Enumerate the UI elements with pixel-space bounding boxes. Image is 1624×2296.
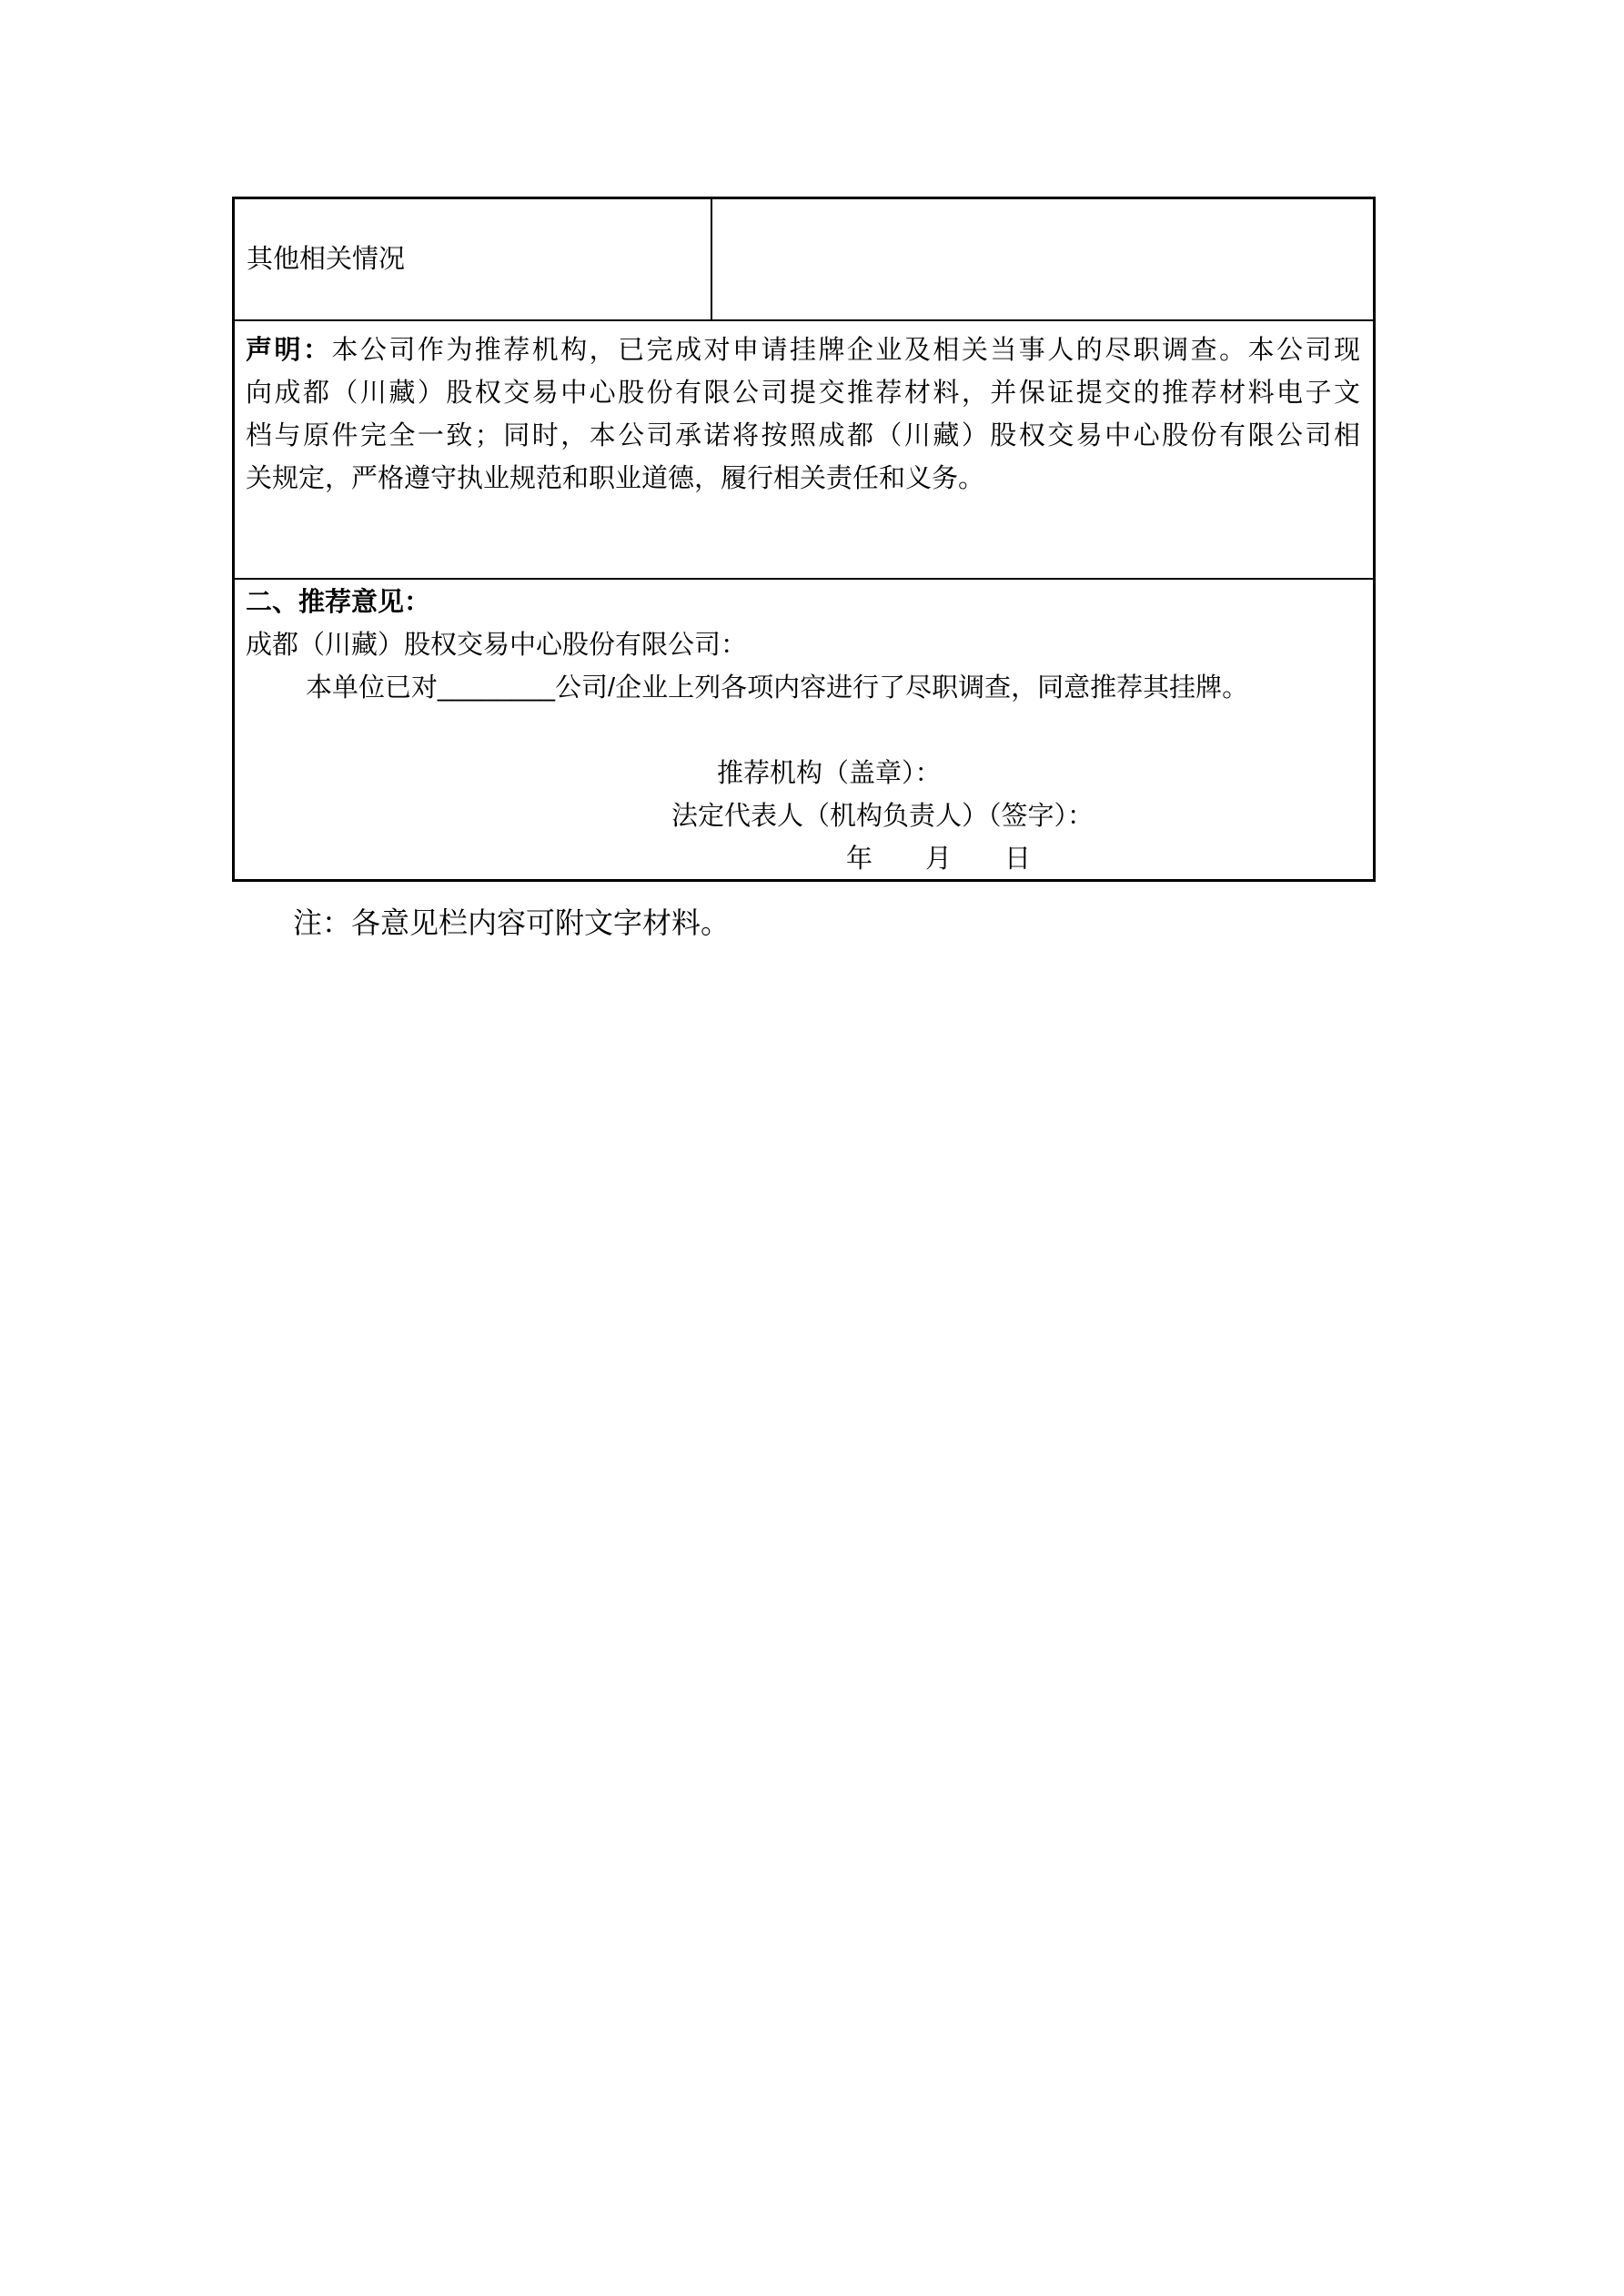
opinion-body: 本单位已对________公司/企业上列各项内容进行了尽职调查，同意推荐其挂牌。 — [306, 673, 1249, 703]
declaration-line: 档与原件完全一致；同时，本公司承诺将按照成都（川藏）股权交易中心股份有限公司相 — [246, 421, 1360, 450]
declaration-cell — [235, 321, 1373, 580]
signature-org-seal-line: 推荐机构（盖章）： — [717, 759, 942, 788]
other-info-label: 其他相关情况 — [247, 244, 406, 274]
recommendation-opinion-cell — [235, 580, 1373, 879]
declaration-line: 关规定，严格遵守执业规范和职业道德，履行相关责任和义务。 — [246, 464, 985, 493]
signature-legal-rep-line: 法定代表人（机构负责人）（签字）： — [671, 802, 1094, 831]
other-info-row — [235, 199, 1373, 321]
declaration-line-text: 本公司作为推荐机构，已完成对申请挂牌企业及相关当事人的尽职调查。本公司现 — [331, 336, 1360, 365]
opinion-addressee: 成都（川藏）股权交易中心股份有限公司： — [246, 631, 748, 660]
other-info-value-cell — [712, 199, 1373, 319]
declaration-line: 向成都（川藏）股权交易中心股份有限公司提交推荐材料，并保证提交的推荐材料电子文 — [246, 379, 1360, 408]
review-table — [232, 197, 1376, 882]
declaration-label: 声明： — [246, 336, 332, 365]
opinion-heading: 二、推荐意见： — [246, 588, 431, 617]
footnote: 注：各意见栏内容可附文字材料。 — [293, 906, 731, 939]
spacer-line — [246, 710, 1360, 753]
declaration-line — [246, 329, 1360, 372]
signature-date-line: 年 月 日 — [846, 845, 1032, 874]
other-info-label-cell — [235, 199, 712, 319]
